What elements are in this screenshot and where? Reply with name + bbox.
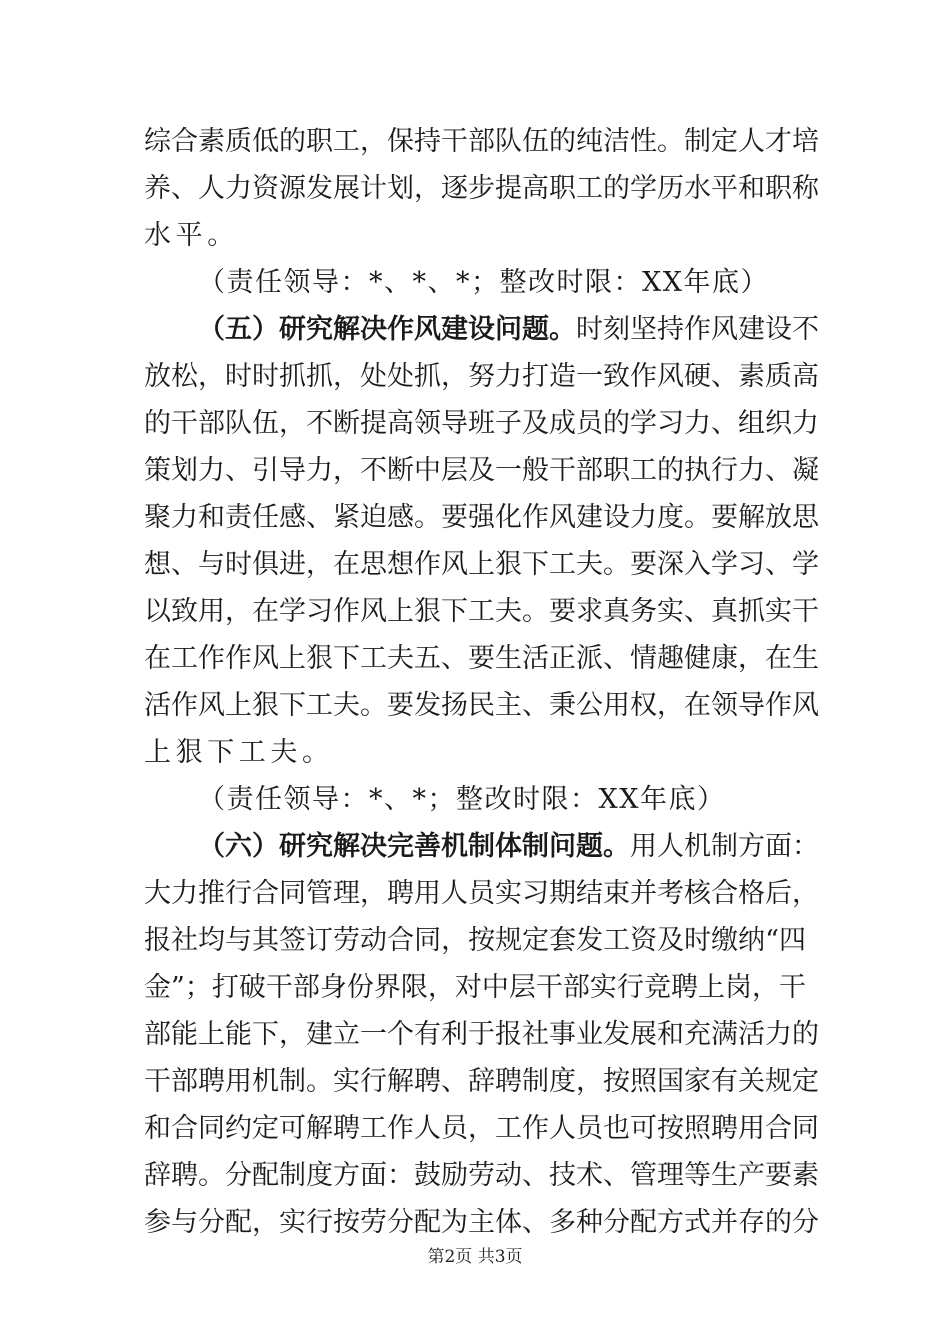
page-number: 第2页 共3页 — [427, 1247, 523, 1267]
section-heading-line: （六）研究解决完善机制体制问题。用人机制方面： — [198, 831, 819, 862]
body-text-line: 参与分配，实行按劳分配为主体、多种分配方式并存的分 — [144, 1207, 819, 1238]
responsibility-note: （责任领导：*、*；整改时限：XX年底） — [198, 784, 726, 815]
body-text-line: 策划力、引导力，不断中层及一般干部职工的执行力、凝 — [144, 455, 819, 486]
body-text-line: 放松，时时抓抓，处处抓，努力打造一致作风硬、素质高 — [144, 361, 819, 392]
body-text-line: 报社均与其签订劳动合同，按规定套发工资及时缴纳“四 — [144, 925, 806, 956]
body-text-line: 聚力和责任感、紧迫感。要强化作风建设力度。要解放思 — [144, 502, 819, 533]
section-heading-line: （五）研究解决作风建设问题。时刻坚持作风建设不 — [198, 314, 819, 345]
page-footer — [0, 1246, 950, 1268]
body-text-line: 上狠下工夫。 — [144, 737, 334, 768]
body-text-line: 以致用，在学习作风上狠下工夫。要求真务实、真抓实干 — [144, 596, 819, 627]
body-text-line: 的干部队伍，不断提高领导班子及成员的学习力、组织力 — [144, 408, 819, 439]
section-heading: （六）研究解决完善机制体制问题。 — [198, 831, 630, 862]
body-text-line: 和合同约定可解聘工作人员，工作人员也可按照聘用合同 — [144, 1113, 819, 1144]
body-text-line: 水平。 — [144, 220, 239, 251]
body-text-line: 活作风上狠下工夫。要发扬民主、秉公用权，在领导作风 — [144, 690, 819, 721]
body-text-line: 想、与时俱进，在思想作风上狠下工夫。要深入学习、学 — [144, 549, 819, 580]
section-heading: （五）研究解决作风建设问题。 — [198, 314, 576, 345]
body-text-line: 辞聘。分配制度方面：鼓励劳动、技术、管理等生产要素 — [144, 1160, 819, 1191]
body-text-line: 大力推行合同管理，聘用人员实习期结束并考核合格后， — [144, 878, 819, 909]
body-text-line: 综合素质低的职工，保持干部队伍的纯洁性。制定人才培 — [144, 126, 819, 157]
responsibility-note: （责任领导：*、*、*；整改时限：XX年底） — [198, 267, 769, 298]
body-text-line: 在工作作风上狠下工夫五、要生活正派、情趣健康，在生 — [144, 643, 819, 674]
body-text-line: 金”；打破干部身份界限，对中层干部实行竞聘上岗，干 — [144, 972, 806, 1003]
body-text-line: 干部聘用机制。实行解聘、辞聘制度，按照国家有关规定 — [144, 1066, 819, 1097]
body-text-line: 部能上能下，建立一个有利于报社事业发展和充满活力的 — [144, 1019, 819, 1050]
body-text-line: 养、人力资源发展计划，逐步提高职工的学历水平和职称 — [144, 173, 819, 204]
